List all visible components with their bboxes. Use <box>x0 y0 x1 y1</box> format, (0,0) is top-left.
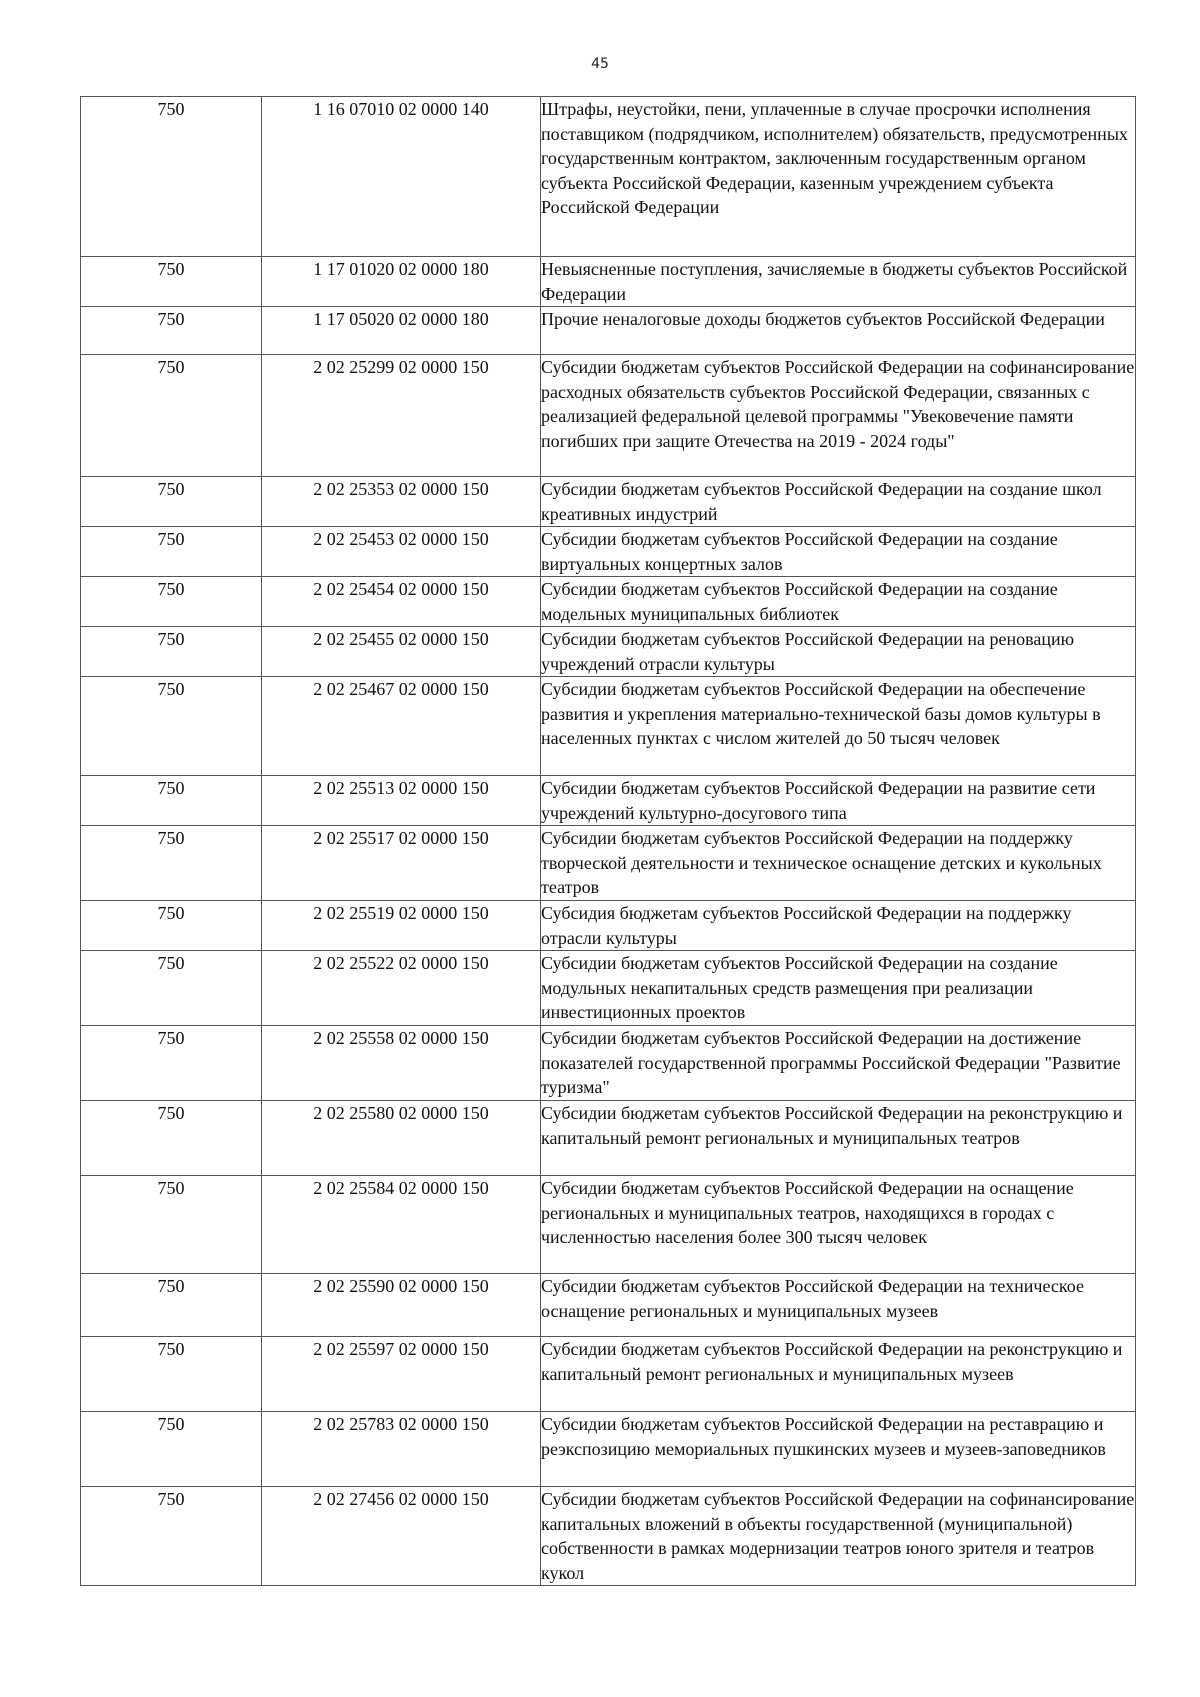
table-row <box>81 776 1136 826</box>
administrator-code-cell: 750 <box>81 1274 262 1337</box>
administrator-code-cell: 750 <box>81 1487 262 1586</box>
administrator-code-cell: 750 <box>81 951 262 1026</box>
table-row <box>81 355 1136 477</box>
revenue-code-cell: 2 02 25299 02 0000 150 <box>262 355 541 477</box>
administrator-code-cell: 750 <box>81 577 262 627</box>
administrator-code-cell: 750 <box>81 355 262 477</box>
revenue-code-cell: 2 02 25517 02 0000 150 <box>262 826 541 901</box>
revenue-code-cell: 2 02 25455 02 0000 150 <box>262 627 541 677</box>
revenue-name-cell: Субсидии бюджетам субъектов Российской Федерации на реконструкцию и капитальный ремонт региональных и муниципальных музеев <box>541 1337 1136 1412</box>
administrator-code-cell: 750 <box>81 307 262 355</box>
revenue-name-cell: Субсидии бюджетам субъектов Российской Федерации на софинансирование расходных обязательств субъектов Российской Федерации, связанных с реализацией федеральной целевой программы "Увековечение памяти погибших при защите Отечества на 2019 - 2024 годы" <box>541 355 1136 477</box>
revenue-name-cell: Субсидии бюджетам субъектов Российской Федерации на реставрацию и реэкспозицию мемориальных пушкинских музеев и музеев-заповедников <box>541 1412 1136 1487</box>
table-row <box>81 527 1136 577</box>
revenue-name-cell: Субсидии бюджетам субъектов Российской Федерации на достижение показателей государственной программы Российской Федерации "Развитие туризма" <box>541 1026 1136 1101</box>
table-row <box>81 627 1136 677</box>
revenue-code-table <box>80 96 1136 1586</box>
revenue-code-cell: 2 02 25783 02 0000 150 <box>262 1412 541 1487</box>
table-row <box>81 1026 1136 1101</box>
administrator-code-cell: 750 <box>81 1101 262 1176</box>
administrator-code-cell: 750 <box>81 1176 262 1274</box>
table-row <box>81 901 1136 951</box>
page-number: 45 <box>591 56 609 72</box>
table-row <box>81 1274 1136 1337</box>
administrator-code-cell: 750 <box>81 1412 262 1487</box>
administrator-code-cell: 750 <box>81 1337 262 1412</box>
administrator-code-cell: 750 <box>81 257 262 307</box>
revenue-name-cell: Субсидии бюджетам субъектов Российской Федерации на реконструкцию и капитальный ремонт региональных и муниципальных театров <box>541 1101 1136 1176</box>
revenue-code-cell: 2 02 25590 02 0000 150 <box>262 1274 541 1337</box>
revenue-name-cell: Субсидии бюджетам субъектов Российской Федерации на оснащение региональных и муниципальных театров, находящихся в городах с численностью населения более 300 тысяч человек <box>541 1176 1136 1274</box>
table-row <box>81 1337 1136 1412</box>
revenue-name-cell: Невыясненные поступления, зачисляемые в бюджеты субъектов Российской Федерации <box>541 257 1136 307</box>
revenue-code-cell: 1 17 05020 02 0000 180 <box>262 307 541 355</box>
revenue-code-cell: 2 02 25467 02 0000 150 <box>262 677 541 776</box>
revenue-name-cell: Прочие неналоговые доходы бюджетов субъектов Российской Федерации <box>541 307 1136 355</box>
administrator-code-cell: 750 <box>81 97 262 257</box>
revenue-code-cell: 2 02 25453 02 0000 150 <box>262 527 541 577</box>
revenue-code-cell: 2 02 25558 02 0000 150 <box>262 1026 541 1101</box>
revenue-name-cell: Субсидии бюджетам субъектов Российской Федерации на техническое оснащение региональных и муниципальных музеев <box>541 1274 1136 1337</box>
revenue-name-cell: Субсидии бюджетам субъектов Российской Федерации на реновацию учреждений отрасли культуры <box>541 627 1136 677</box>
revenue-code-cell: 2 02 25353 02 0000 150 <box>262 477 541 527</box>
table-row <box>81 1487 1136 1586</box>
revenue-code-cell: 2 02 27456 02 0000 150 <box>262 1487 541 1586</box>
revenue-code-cell: 2 02 25597 02 0000 150 <box>262 1337 541 1412</box>
revenue-name-cell: Штрафы, неустойки, пени, уплаченные в случае просрочки исполнения поставщиком (подрядчиком, исполнителем) обязательств, предусмотренных государственным контрактом, заключенным государственным органом субъекта Российской Федерации, казенным учреждением субъекта Российской Федерации <box>541 97 1136 257</box>
table-row <box>81 477 1136 527</box>
revenue-name-cell: Субсидии бюджетам субъектов Российской Федерации на софинансирование капитальных вложений в объекты государственной (муниципальной) собственности в рамках модернизации театров юного зрителя и театров кукол <box>541 1487 1136 1586</box>
administrator-code-cell: 750 <box>81 677 262 776</box>
revenue-code-table-body <box>81 97 1136 1586</box>
table-row <box>81 1412 1136 1487</box>
administrator-code-cell: 750 <box>81 826 262 901</box>
revenue-name-cell: Субсидии бюджетам субъектов Российской Федерации на обеспечение развития и укрепления материально-технической базы домов культуры в населенных пунктах с числом жителей до 50 тысяч человек <box>541 677 1136 776</box>
table-row <box>81 677 1136 776</box>
table-row <box>81 97 1136 257</box>
administrator-code-cell: 750 <box>81 901 262 951</box>
table-row <box>81 1176 1136 1274</box>
revenue-code-cell: 1 17 01020 02 0000 180 <box>262 257 541 307</box>
administrator-code-cell: 750 <box>81 477 262 527</box>
revenue-name-cell: Субсидия бюджетам субъектов Российской Федерации на поддержку отрасли культуры <box>541 901 1136 951</box>
revenue-code-cell: 2 02 25519 02 0000 150 <box>262 901 541 951</box>
administrator-code-cell: 750 <box>81 527 262 577</box>
revenue-name-cell: Субсидии бюджетам субъектов Российской Федерации на создание модельных муниципальных библиотек <box>541 577 1136 627</box>
revenue-code-cell: 2 02 25580 02 0000 150 <box>262 1101 541 1176</box>
table-row <box>81 1101 1136 1176</box>
table-row <box>81 257 1136 307</box>
revenue-code-cell: 1 16 07010 02 0000 140 <box>262 97 541 257</box>
table-row <box>81 577 1136 627</box>
table-row <box>81 951 1136 1026</box>
revenue-name-cell: Субсидии бюджетам субъектов Российской Федерации на создание школ креативных индустрий <box>541 477 1136 527</box>
revenue-code-cell: 2 02 25513 02 0000 150 <box>262 776 541 826</box>
revenue-code-cell: 2 02 25454 02 0000 150 <box>262 577 541 627</box>
revenue-name-cell: Субсидии бюджетам субъектов Российской Федерации на развитие сети учреждений культурно-досугового типа <box>541 776 1136 826</box>
table-row <box>81 826 1136 901</box>
administrator-code-cell: 750 <box>81 627 262 677</box>
administrator-code-cell: 750 <box>81 776 262 826</box>
revenue-name-cell: Субсидии бюджетам субъектов Российской Федерации на создание модульных некапитальных средств размещения при реализации инвестиционных проектов <box>541 951 1136 1026</box>
revenue-name-cell: Субсидии бюджетам субъектов Российской Федерации на поддержку творческой деятельности и техническое оснащение детских и кукольных театров <box>541 826 1136 901</box>
revenue-name-cell: Субсидии бюджетам субъектов Российской Федерации на создание виртуальных концертных залов <box>541 527 1136 577</box>
table-row <box>81 307 1136 355</box>
revenue-code-cell: 2 02 25584 02 0000 150 <box>262 1176 541 1274</box>
revenue-code-cell: 2 02 25522 02 0000 150 <box>262 951 541 1026</box>
administrator-code-cell: 750 <box>81 1026 262 1101</box>
